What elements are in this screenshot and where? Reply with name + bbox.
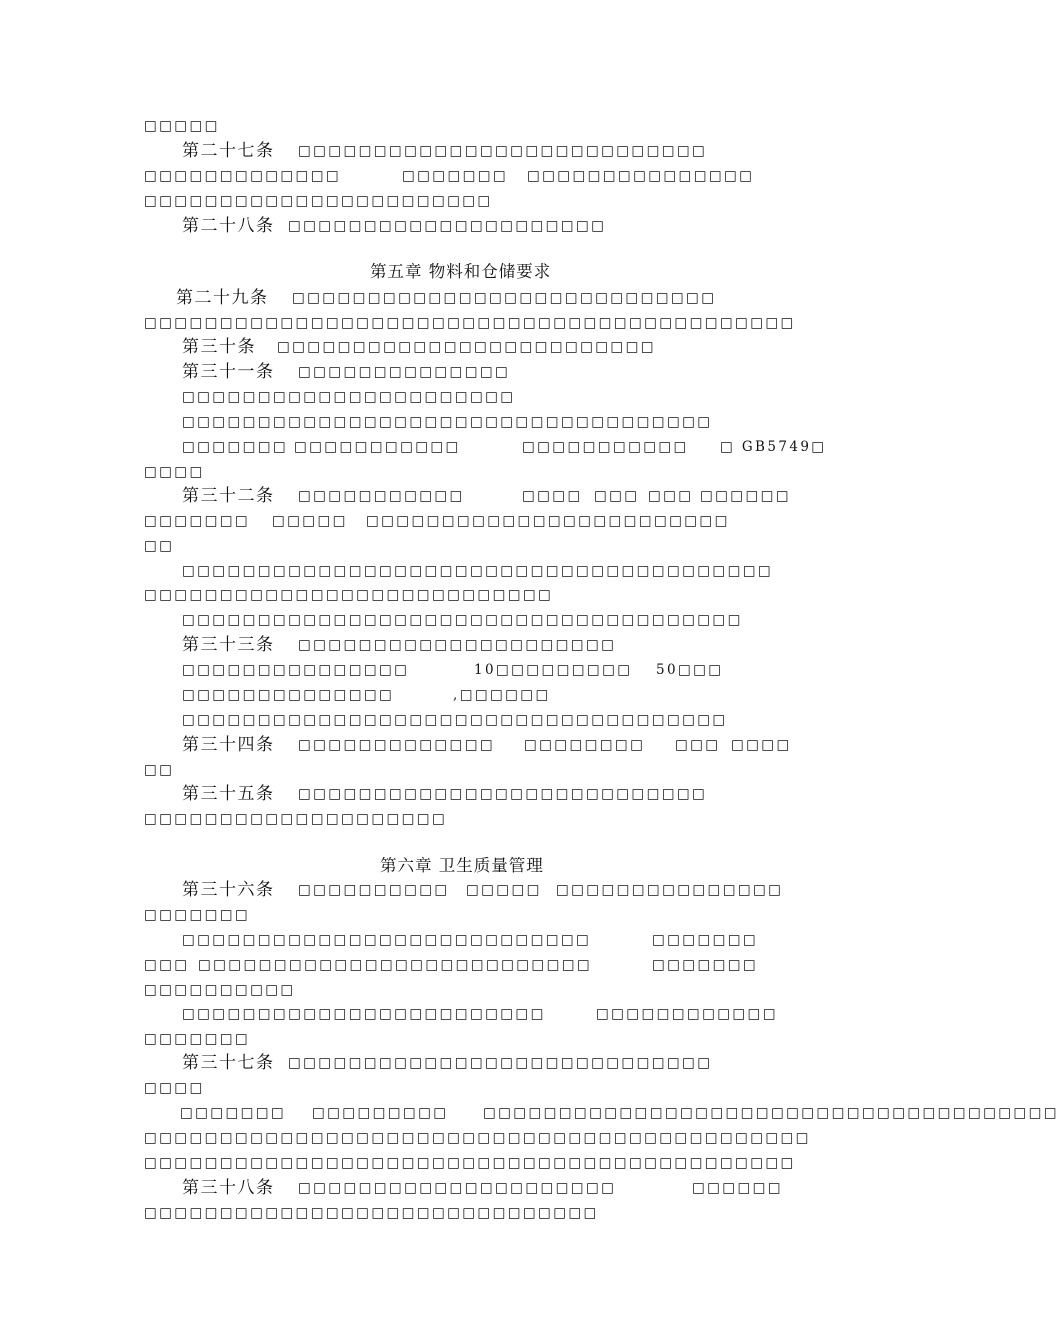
text-line: □□□□□□□□□□□□□ xyxy=(144,168,342,184)
chapter-five-title: 第五章 物料和仓储要求 xyxy=(370,262,552,281)
text-line: □□□□□□□ xyxy=(180,1105,287,1121)
text-line: □□□□□□□□□□□ xyxy=(298,488,465,504)
article-33-heading: 第三十三条 xyxy=(182,635,275,655)
article-35-heading: 第三十五条 xyxy=(182,784,275,804)
text-line: □□□□□□□□□□□□□□ xyxy=(298,364,511,380)
article-30-heading: 第三十条 xyxy=(182,337,256,357)
text-line: □□□□□□□□□□□□ xyxy=(596,1006,778,1022)
article-31-heading: 第三十一条 xyxy=(182,362,275,382)
text-line: □□□□□□□□□□□□□□□□□□□□□□□□□□□□ xyxy=(292,290,717,306)
text-line: □□□□□□□ xyxy=(144,1031,251,1047)
text-line: □□□□□□ xyxy=(700,488,791,504)
text-line: □□□□□□□□□□□□□□□□□□□□□ xyxy=(298,1180,617,1196)
text-line: □□□□ xyxy=(144,464,205,480)
text-line: □□ xyxy=(144,538,175,554)
text-line: □□□□□□□□□□□□□□□□□□□□□□□□□□□□□□□□□□□ xyxy=(182,414,713,430)
text-line: □□□□□□□□□□□□□□□□□□□□ xyxy=(144,811,448,827)
text-line: □□□□□ xyxy=(272,513,348,529)
text-line: □□ xyxy=(144,762,175,778)
article-34-heading: 第三十四条 xyxy=(182,735,275,755)
text-line: □□□□□□□ xyxy=(144,513,251,529)
text-line: □□□□□ xyxy=(144,118,220,134)
text-line: □□□□□□□□□□□□□□□□□□□□□□□□□□□□□□□□□□□□□□ xyxy=(483,1105,1059,1121)
text-line: □□□□□□□□□□□□□□□□□□□□□□□□□□ xyxy=(198,957,593,973)
text-line: □□□□□□□□□□□□□ xyxy=(298,737,496,753)
text-line: □□□□□□□□□□□□□□□□□□□□□□□□□□□□□□□□□□□□□□□ xyxy=(182,563,774,579)
text-line: □□□□□□□□□□□□□□□□□□□□□□□□ xyxy=(182,1006,546,1022)
article-28-heading: 第二十八条 xyxy=(182,216,275,236)
text-line: □□□□□□□□□□ xyxy=(298,882,450,898)
text-line: □□□□□□□□□□□□□□□□□□□□□□□□□□□ xyxy=(298,786,708,802)
text-line: □□□□ xyxy=(731,737,792,753)
text-line: □□□□□□□□□ xyxy=(312,1105,449,1121)
text-line: □□□□□□ xyxy=(692,1180,783,1196)
article-27-heading: 第二十七条 xyxy=(182,141,275,161)
text-line: □□□□□□□□□□□□□□□□□□□□□□□□□□□□□□□□□□□□□ xyxy=(182,612,743,628)
article-29-heading: 第二十九条 xyxy=(176,288,269,308)
text-line: 10□□□□□□□□□ xyxy=(474,662,633,678)
text-line: □□□□□ xyxy=(466,882,542,898)
text-line: □□□□□□□ xyxy=(402,168,509,184)
text-line: □□□□ xyxy=(522,488,583,504)
article-37-heading: 第三十七条 xyxy=(182,1053,275,1073)
text-line: □□□□□□□□ xyxy=(524,737,646,753)
text-line: □□□□□□□□□□□□□□□□□□□□□□□□ xyxy=(366,513,730,529)
article-32-heading: 第三十二条 xyxy=(182,486,275,506)
text-line: □□□ xyxy=(144,957,190,973)
text-line: □□□□□□□□□□□□□□□□□□□□□□□□□□□□□□ xyxy=(144,1205,599,1221)
text-line: □□□□□□□□□□□□□□□□□□□□□□□□□□□□□□□□□□□□ xyxy=(182,712,728,728)
text-line: □□□□□□□□□□□□□□□ xyxy=(556,882,784,898)
text-line: □□□□□□□□□□□□□□□□□□□□□□□□□□□ xyxy=(182,932,592,948)
text-line: □□□□□□□□□□□□□□□□□□□□□□□ xyxy=(144,193,493,209)
text-line: ,□□□□□□ xyxy=(453,687,551,703)
text-line: □□□□□□□ xyxy=(182,439,289,455)
text-line: □□□□□□□□□□□□□□□□□□□□□□□□□□□ xyxy=(144,587,554,603)
text-line: □□□□□□□□□□□□□□□□□□□□□□□□□ xyxy=(277,339,656,355)
text-line: □□□□ xyxy=(144,1080,205,1096)
text-line: 50□□□ xyxy=(656,662,724,678)
text-line: □□□□□□□ xyxy=(652,932,759,948)
text-line: □ GB5749□ xyxy=(720,439,827,455)
text-line: □□□ xyxy=(675,737,721,753)
text-line: □□□□□□□□□□□□□□□ xyxy=(527,168,755,184)
text-line: □□□□□□□□□□□□□□□□□□□□□□□□□□□□ xyxy=(288,1055,713,1071)
text-line: □□□ xyxy=(648,488,694,504)
text-line: □□□□□□□□□□□□□□□□□□□□□□□□□□□□□□□□□□□□□□□□□□□ xyxy=(144,315,796,331)
chapter-six-title: 第六章 卫生质量管理 xyxy=(380,856,544,875)
text-line: □□□□□□□□□□□□□□□□□□□□□ xyxy=(298,637,617,653)
text-line: □□□□□□□□□□□ xyxy=(522,439,689,455)
text-line: □□□□□□□□□□□□□□□□□□□□□□□□□□□ xyxy=(298,143,708,159)
text-line: □□□□□□□□□□□□□□ xyxy=(182,687,395,703)
text-line: □□□□□□□□□□□□□□□□□□□□□□□□□□□□□□□□□□□□□□□□□□□ xyxy=(144,1155,796,1171)
text-line: □□□□□□□□□□□ xyxy=(294,439,461,455)
text-line: □□□□□□□□□□□□□□□ xyxy=(182,662,410,678)
text-line: □□□□□□□□□□□□□□□□□□□□□□□□□□□□□□□□□□□□□□□□□□□□ xyxy=(144,1130,811,1146)
article-36-heading: 第三十六条 xyxy=(182,880,275,900)
text-line: □□□□□□□□□□□□□□□□□□□□□ xyxy=(288,218,607,234)
text-line: □□□□□□□□□□□□□□□□□□□□□□ xyxy=(182,389,516,405)
text-line: □□□ xyxy=(594,488,640,504)
article-38-heading: 第三十八条 xyxy=(182,1178,275,1198)
text-line: □□□□□□□□□□ xyxy=(144,982,296,998)
text-line: □□□□□□□ xyxy=(652,957,759,973)
text-line: □□□□□□□ xyxy=(144,907,251,923)
